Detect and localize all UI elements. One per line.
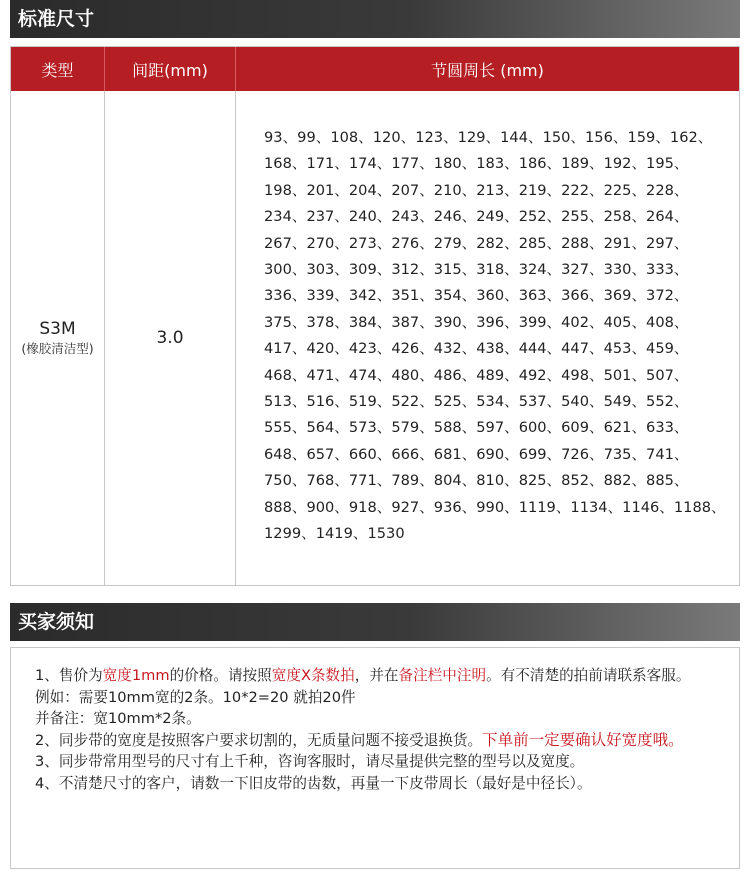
standard-sizes-header	[10, 0, 740, 38]
notice-item-3: 3、同步带常用型号的尺寸有上千种，咨询客服时，请尽量提供完整的型号以及宽度。	[35, 753, 585, 770]
table-row	[11, 91, 739, 585]
notice-item-2	[35, 730, 725, 752]
type-name: S3M	[39, 319, 76, 339]
notice-item-4: 4、不清楚尺寸的客户，请数一下旧皮带的齿数，再量一下皮带周长（最好是中径长）。	[35, 774, 592, 792]
buyer-notice-box	[10, 647, 740, 869]
sizes-table	[10, 46, 740, 586]
notice-highlight: 宽度X条数拍	[271, 667, 355, 684]
notice-text: 2、同步带的宽度是按照客户要求切割的，无质量问题不接受退换货。	[35, 731, 483, 749]
notice-highlight: 宽度1mm	[102, 667, 170, 684]
header-pitch: 间距(mm)	[105, 47, 236, 91]
notice-text: ，并在	[354, 667, 399, 684]
notice-highlight: 下单前一定要确认好宽度哦。	[482, 730, 684, 749]
table-header-row	[11, 47, 739, 91]
buyer-notice-header	[10, 603, 740, 641]
notice-highlight: 备注栏中注明	[398, 667, 487, 684]
type-note: (橡胶清洁型)	[21, 341, 94, 356]
type-cell	[11, 91, 105, 585]
header-circumference: 节圆周长 (mm)	[431, 60, 544, 80]
notice-example-1: 例如：需要10mm宽的2条。10*2=20 就拍20件	[35, 688, 356, 706]
pitch-cell: 3.0	[105, 91, 236, 585]
notice-example-2: 并备注：宽10mm*2条。	[35, 710, 201, 727]
circumference-cell	[236, 91, 739, 585]
buyer-notice-title: 买家须知	[18, 611, 95, 633]
notice-text: 1、售价为	[35, 667, 103, 684]
notice-item-1	[35, 665, 725, 687]
header-type: 类型	[11, 47, 105, 91]
circumference-list: 93、99、108、120、123、129、144、150、156、159、162、168、171、174、177、180、183、186、189、192、195、198、201、204、207、210、213、219、222、225、228、234、237、240、243、246、249、252、255、258、264、267、270、273、276、279、282、285、288、291、297、300、303、309、312、315、318、324、327、330、333、336、339、342、351、354、360、363、366、369、372、375、378、384、387、390、396、399、402、405、408、417、420、423、426、432、438、444、447、453、459、468、471、474、480、486、489、492、498、501、507、513、516、519、522、525、534、537、540、549、552、555、564、573、579、588、597、600、609、621、633、648、657、660、666、681、690、699、726、735、741、750、768、771、789、804、810、825、852、882、885、888、900、918、927、936、990、1119、1134、1146、1188、1299、1419、1530	[264, 129, 726, 543]
standard-sizes-title: 标准尺寸	[18, 8, 95, 30]
notice-text: 的价格。请按照	[169, 667, 272, 684]
notice-text: 。有不清楚的拍前请联系客服。	[486, 667, 691, 684]
